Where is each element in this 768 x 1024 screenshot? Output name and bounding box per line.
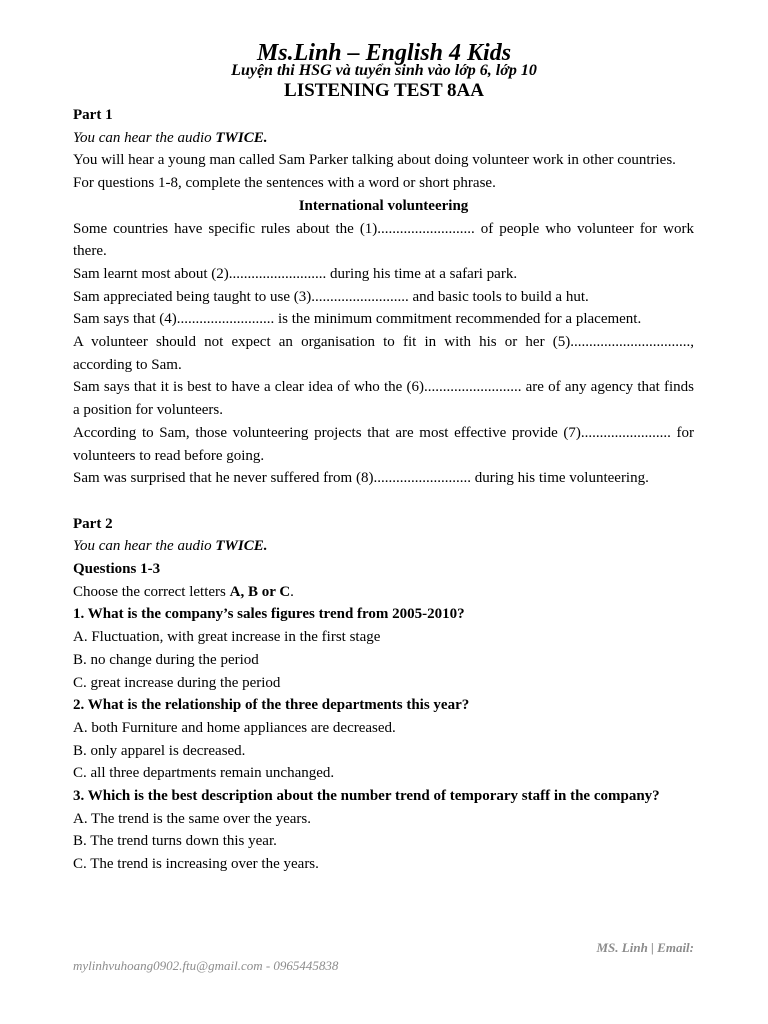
- choose-instruction: [73, 581, 694, 604]
- q3-option-c: C. The trend is increasing over the years.: [73, 856, 319, 873]
- footer-author: MS. Linh | Email:: [596, 940, 694, 955]
- document-body: [73, 104, 694, 876]
- q1-option-c: C. great increase during the period: [73, 674, 281, 691]
- choose-prefix: Choose the correct letters: [73, 583, 230, 600]
- part2-audio-emph: TWICE.: [215, 538, 268, 555]
- sentence-5: A volunteer should not expect an organisation to fit in with his or her (5)................................, according to Sam.: [73, 334, 694, 373]
- question-2: 2. What is the relationship of the three departments this year?: [73, 697, 470, 714]
- sentence-8: Sam was surprised that he never suffered from (8).......................... during his time volunteering.: [73, 470, 649, 487]
- part1-audio-emph: TWICE.: [215, 129, 268, 146]
- section-spacer: [73, 490, 694, 513]
- q2-option-b: B. only apparel is decreased.: [73, 742, 246, 759]
- sentence-4: Sam says that (4).......................... is the minimum commitment recommended for a placement.: [73, 311, 642, 328]
- document-subtitle: Luyện thi HSG và tuyển sinh vào lớp 6, lớp 10: [231, 62, 537, 79]
- part2-audio-prefix: You can hear the audio: [73, 538, 216, 555]
- part1-audio-prefix: You can hear the audio: [73, 129, 216, 146]
- sentence-3: Sam appreciated being taught to use (3).......................... and basic tools to build a hut.: [73, 288, 589, 305]
- sentence-1: Some countries have specific rules about the (1).......................... of people who volunteer for work there.: [73, 220, 694, 260]
- question-1: 1. What is the company’s sales figures trend from 2005-2010?: [73, 606, 465, 623]
- test-name: LISTENING TEST 8AA: [284, 80, 484, 101]
- document-title: Ms.Linh – English 4 Kids: [256, 40, 512, 66]
- q3-option-a: A. The trend is the same over the years.: [73, 810, 311, 827]
- part1-heading: Part 1: [73, 107, 113, 123]
- q1-option-a: A. Fluctuation, with great increase in the first stage: [73, 629, 381, 646]
- choose-emph: A, B or C: [229, 583, 291, 600]
- part1-instructions: For questions 1-8, complete the sentences with a word or short phrase.: [73, 175, 496, 192]
- sentence-6: Sam says that it is best to have a clear idea of who the (6).......................... are of any agency that finds a position for volunteers.: [73, 379, 694, 419]
- footer-contact: mylinhvuhoang0902.ftu@gmail.com - 0965445838: [73, 958, 339, 973]
- q1-option-b: B. no change during the period: [73, 651, 259, 668]
- questions-heading: Questions 1-3: [73, 561, 161, 578]
- choose-suffix: .: [290, 583, 294, 600]
- q2-option-c: C. all three departments remain unchanged.: [73, 765, 335, 782]
- q3-option-b: B. The trend turns down this year.: [73, 833, 277, 850]
- part1-intro: You will hear a young man called Sam Parker talking about doing volunteer work in other countries.: [73, 152, 676, 169]
- part1-section-title: International volunteering: [298, 197, 469, 214]
- sentence-2: Sam learnt most about (2).......................... during his time at a safari park.: [73, 265, 518, 282]
- part1-audio-note: [73, 127, 694, 150]
- part2-audio-note: [73, 535, 694, 558]
- sentence-7: According to Sam, those volunteering projects that are most effective provide (7)........................ for volunteers to read before going.: [73, 424, 694, 464]
- q2-option-a: A. both Furniture and home appliances are decreased.: [73, 719, 396, 736]
- part2-heading: Part 2: [73, 515, 113, 532]
- question-3: 3. Which is the best description about the number trend of temporary staff in the company?: [73, 788, 660, 805]
